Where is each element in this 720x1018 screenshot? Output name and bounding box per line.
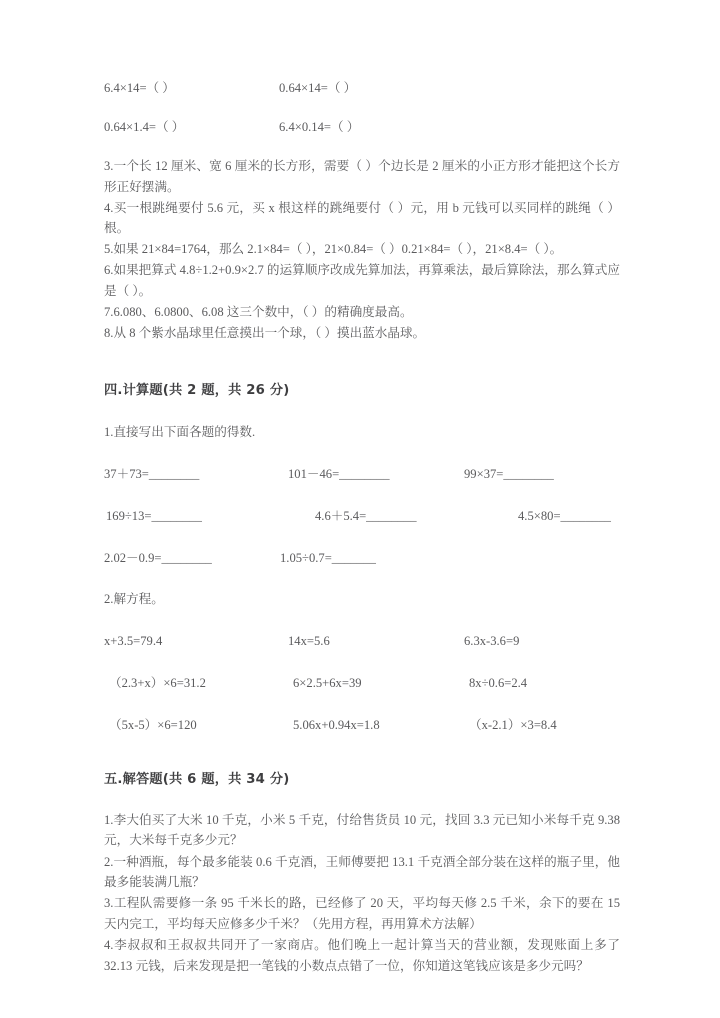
equation-row-2 <box>104 673 620 693</box>
equation-0.64x1.4: 0.64×1.4=（ ） <box>104 120 185 134</box>
fill-item-4: 4.买一根跳绳要付 5.6 元，买 x 根这样的跳绳要付（ ）元，用 b 元钱可以买同样的跳绳（ ）根。 <box>104 200 620 236</box>
calc-2.02-minus-0.9: 2.02－0.9=________ <box>104 550 212 565</box>
equation-row-3 <box>104 715 620 735</box>
equation-row-1 <box>104 631 620 651</box>
equation-5.06x-plus-0.94x: 5.06x+0.94x=1.8 <box>293 717 380 732</box>
calc-4.5-times-80: 4.5×80=________ <box>518 508 611 523</box>
equation-0.64x14: 0.64×14=（ ） <box>279 81 357 95</box>
section-heading-five: 五.解答题(共 6 题，共 34 分) <box>104 771 290 787</box>
fill-item-6: 6.如果把算式 4.8÷1.2+0.9×2.7 的运算顺序改成先算加法，再算乘法，最后算除法，那么算式应是（ ）。 <box>104 263 620 299</box>
equation-6.4x14: 6.4×14=（ ） <box>104 81 175 95</box>
word-problem-4: 4.李叔叔和王叔叔共同开了一家商店。他们晚上一起计算当天的营业额，发现账面上多了 32.13 元钱，后来发现是把一笔钱的小数点点错了一位，你知道这笔钱应该是多少元吗？ <box>104 937 620 973</box>
word-problem-list <box>104 810 620 976</box>
equation-6.3x-minus-3.6: 6.3x-3.6=9 <box>464 633 520 648</box>
equation-5x-minus-5: （5x-5）×6=120 <box>109 717 197 732</box>
direct-calc-row-1 <box>104 464 620 484</box>
equation-6.4x0.14: 6.4×0.14=（ ） <box>279 120 360 134</box>
equation-8x-div-0.6: 8x÷0.6=2.4 <box>469 675 528 690</box>
equation-x-plus-3.5: x+3.5=79.4 <box>104 633 163 648</box>
calc-4.6-plus-5.4: 4.6＋5.4=________ <box>315 508 417 523</box>
page-content <box>104 78 620 977</box>
equation-x-minus-2.1: （x-2.1）×3=8.4 <box>469 717 557 732</box>
word-problem-3: 3.工程队需要修一条 95 千米长的路，已经修了 20 天，平均每天修 2.5 千米，余下的要在 15 天内完工，平均每天应修多少千米？（先用方程，再用算术方法解） <box>104 896 620 931</box>
subheading-direct-calculation: 1.直接写出下面各题的得数. <box>104 424 256 439</box>
calc-99-times-37: 99×37=________ <box>464 466 554 481</box>
equation-6x2.5-plus-6x: 6×2.5+6x=39 <box>293 675 362 690</box>
top-equation-row-1 <box>104 78 620 98</box>
section-heading-four: 四.计算题(共 2 题，共 26 分) <box>104 382 290 398</box>
direct-calc-row-2 <box>104 506 620 526</box>
equation-2.3-plus-x: （2.3+x）×6=31.2 <box>109 675 206 690</box>
calc-1.05-div-0.7: 1.05÷0.7=_______ <box>280 550 376 565</box>
word-problem-1: 1.李大伯买了大米 10 千克，小米 5 千克，付给售货员 10 元，找回 3.3 元已知小米每千克 9.38 元，大米每千克多少元？ <box>104 812 620 848</box>
fill-item-8: 8.从 8 个紫水晶球里任意摸出一个球，（ ）摸出蓝水晶球。 <box>104 326 426 341</box>
calc-37-plus-73: 37＋73=________ <box>104 466 200 481</box>
word-problem-2: 2.一种酒瓶，每个最多能装 0.6 千克酒，王师傅要把 13.1 千克酒全部分装在这样的瓶子里，他最多能装满几瓶？ <box>104 854 620 890</box>
subheading-solve-equations: 2.解方程。 <box>104 591 164 606</box>
direct-calc-row-3 <box>104 548 620 568</box>
fill-item-5: 5.如果 21×84=1764，那么 2.1×84=（ ），21×0.84=（ ）0.21×84=（ ），21×8.4=（ ）。 <box>104 242 563 257</box>
equation-14x: 14x=5.6 <box>288 633 330 648</box>
fill-in-the-blank-list <box>104 156 620 344</box>
calc-101-minus-46: 101－46=________ <box>288 466 390 481</box>
calc-169-div-13: 169÷13=________ <box>106 508 202 523</box>
fill-item-7: 7.6.080、6.0800、6.08 这三个数中，（ ）的精确度最高。 <box>104 305 413 320</box>
fill-item-3: 3.一个长 12 厘米、宽 6 厘米的长方形，需要（ ）个边长是 2 厘米的小正方形才能把这个长方形正好摆满。 <box>104 159 620 194</box>
top-equation-row-2 <box>104 117 620 137</box>
